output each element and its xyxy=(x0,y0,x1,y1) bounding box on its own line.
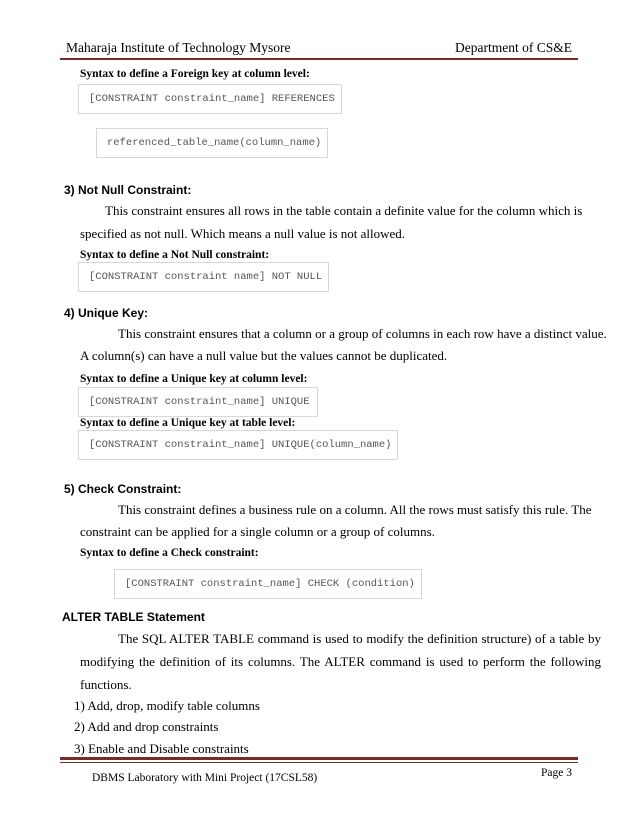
check-paragraph-line1: This constraint defines a business rule on a column. All the rows must satisfy this rule. The xyxy=(118,502,592,517)
code-unique-column: [CONSTRAINT constraint_name] UNIQUE xyxy=(78,387,318,417)
section-alter-table-title: ALTER TABLE Statement xyxy=(62,610,205,624)
check-paragraph-line2: constraint can be applied for a single column or a group of columns. xyxy=(80,524,435,539)
code-foreign-key-line1: [CONSTRAINT constraint_name] REFERENCES xyxy=(78,84,342,114)
footer-rule-thick xyxy=(60,757,578,760)
footer-rule-thin xyxy=(60,762,578,763)
syntax-check-label: Syntax to define a Check constraint: xyxy=(80,547,259,559)
alter-paragraph-line1: The SQL ALTER TABLE command is used to modify the definition structure) of a table by xyxy=(118,631,601,646)
unique-paragraph-line2: A column(s) can have a null value but the values cannot be duplicated. xyxy=(80,348,448,363)
header-institute: Maharaja Institute of Technology Mysore xyxy=(66,40,291,55)
code-unique-table: [CONSTRAINT constraint_name] UNIQUE(column_name) xyxy=(78,430,398,460)
syntax-foreign-key-label: Syntax to define a Foreign key at column level: xyxy=(80,68,310,80)
header-rule xyxy=(60,58,578,60)
header-department: Department of CS&E xyxy=(455,40,572,55)
alter-paragraph-line2: modifying the definition of its columns. The ALTER command is used to perform the following xyxy=(80,654,601,669)
section-unique-key-title: 4) Unique Key: xyxy=(64,306,149,320)
alter-list-item: 2) Add and drop constraints xyxy=(74,719,219,734)
unique-paragraph-line1: This constraint ensures that a column or a group of columns in each row have a distinct value. xyxy=(118,326,607,341)
section-not-null-title: 3) Not Null Constraint: xyxy=(64,183,192,197)
alter-list-item: 1) Add, drop, modify table columns xyxy=(74,698,260,713)
footer-page-number: Page 3 xyxy=(541,767,572,779)
code-check: [CONSTRAINT constraint_name] CHECK (condition) xyxy=(114,569,422,599)
alter-list-item: 3) Enable and Disable constraints xyxy=(74,741,249,756)
footer-course: DBMS Laboratory with Mini Project (17CSL58) xyxy=(92,772,318,784)
section-check-title: 5) Check Constraint: xyxy=(64,482,182,496)
syntax-not-null-label: Syntax to define a Not Null constraint: xyxy=(80,249,270,261)
not-null-paragraph-line1: This constraint ensures all rows in the table contain a definite value for the column which is xyxy=(105,203,583,218)
code-foreign-key-line2: referenced_table_name(column_name) xyxy=(96,128,328,158)
syntax-unique-column-label: Syntax to define a Unique key at column level: xyxy=(80,373,308,385)
alter-paragraph-line3: functions. xyxy=(80,677,132,692)
not-null-paragraph-line2: specified as not null. Which means a null value is not allowed. xyxy=(80,226,406,241)
code-not-null: [CONSTRAINT constraint name] NOT NULL xyxy=(78,262,329,292)
syntax-unique-table-label: Syntax to define a Unique key at table level: xyxy=(80,417,296,429)
